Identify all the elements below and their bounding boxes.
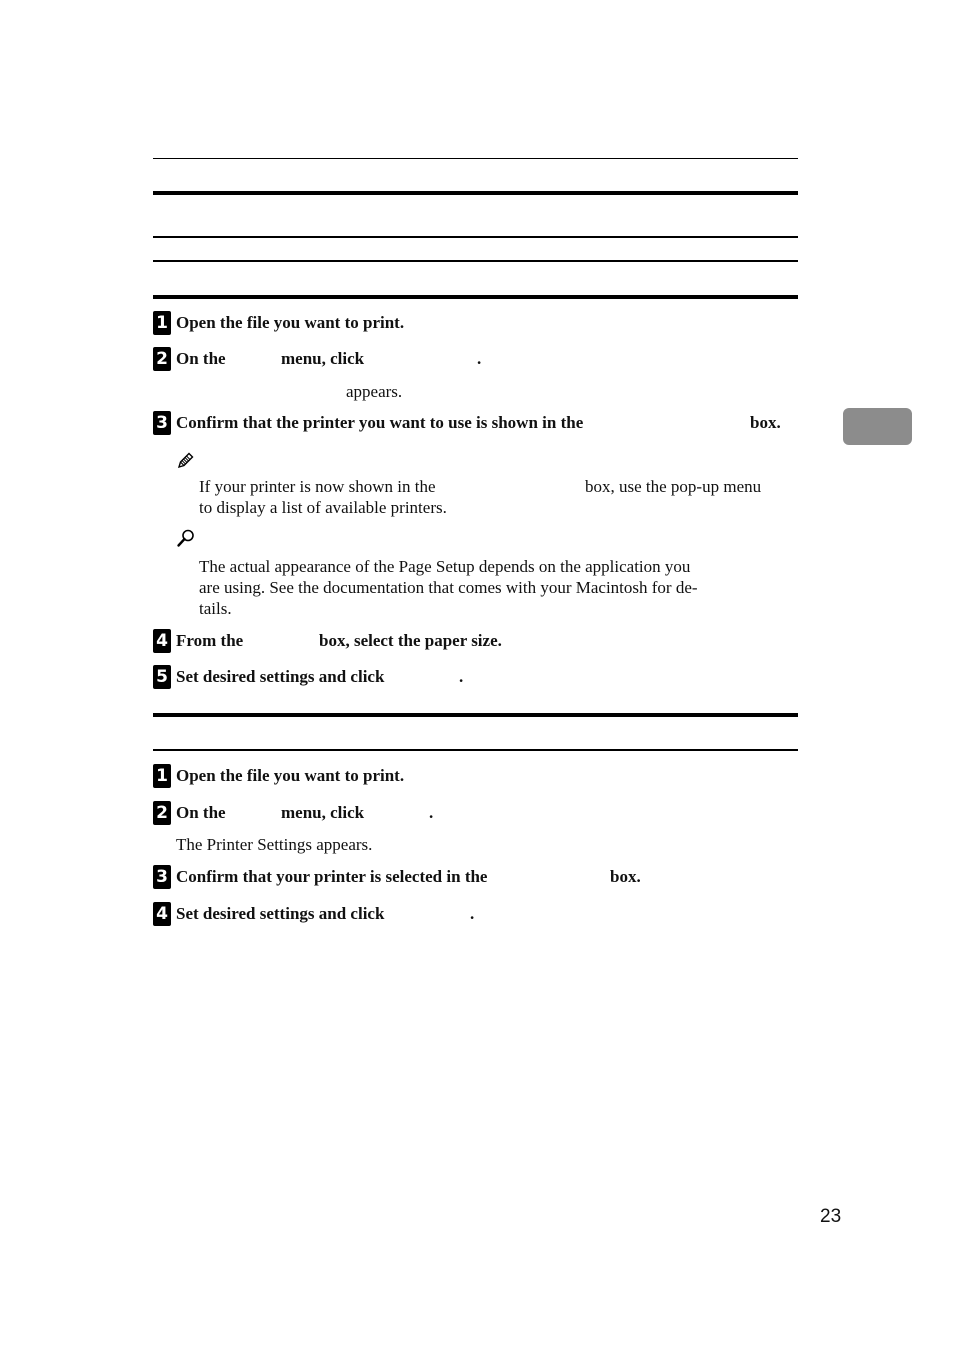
step-result-text: appears. [346,382,403,401]
step-number-badge: 4 [153,629,171,653]
section-rule-lower [153,260,798,262]
step-number-badge: 2 [153,347,171,371]
step-text: Confirm that the printer you want to use is shown in the [176,413,584,432]
step-text: Set desired settings and click [176,667,385,686]
note-text: If your printer is now shown in the [199,477,436,496]
subsection-2-rule-thick [153,713,798,717]
step-text: . [429,803,434,822]
step-text: menu, click [281,803,365,822]
step-number-badge: 1 [153,311,171,335]
page-number: 23 [820,1206,842,1227]
step-text: menu, click [281,349,365,368]
step-number-badge: 5 [153,665,171,689]
header-rule-thick [153,191,798,195]
magnifier-reference-icon [176,528,196,548]
step-number-badge: 3 [153,411,171,435]
step-number-badge: 3 [153,865,171,889]
step-text: box, select the paper size. [319,631,502,650]
step-text: . [459,667,464,686]
reference-text: are using. See the documentation that comes with your Macintosh for de- [199,578,698,597]
reference-text: tails. [199,599,232,618]
step-text: Open the file you want to print. [176,766,405,785]
subsection-2-rule [153,749,798,751]
step-text: On the [176,349,226,368]
subsection-1-rule [153,295,798,299]
note-text: box, use the pop-up menu [585,477,762,496]
step-text: Open the file you want to print. [176,313,405,332]
step-result-text: The Printer Settings appears. [176,835,373,854]
reference-text: The actual appearance of the Page Setup depends on the application you [199,557,691,576]
pencil-note-icon [176,450,196,470]
step-text: . [477,349,482,368]
note-text: to display a list of available printers. [199,498,447,517]
step-text: box. [750,413,781,432]
step-text: On the [176,803,226,822]
step-text: . [470,904,475,923]
step-text: Set desired settings and click [176,904,385,923]
step-text: From the [176,631,244,650]
step-text: box. [610,867,641,886]
chapter-thumb-tab [843,408,912,445]
step-number-badge: 2 [153,801,171,825]
step-number-badge: 1 [153,764,171,788]
step-number-badge: 4 [153,902,171,926]
header-rule-thin [153,158,798,159]
section-rule-upper [153,236,798,238]
step-text: Confirm that your printer is selected in the [176,867,488,886]
